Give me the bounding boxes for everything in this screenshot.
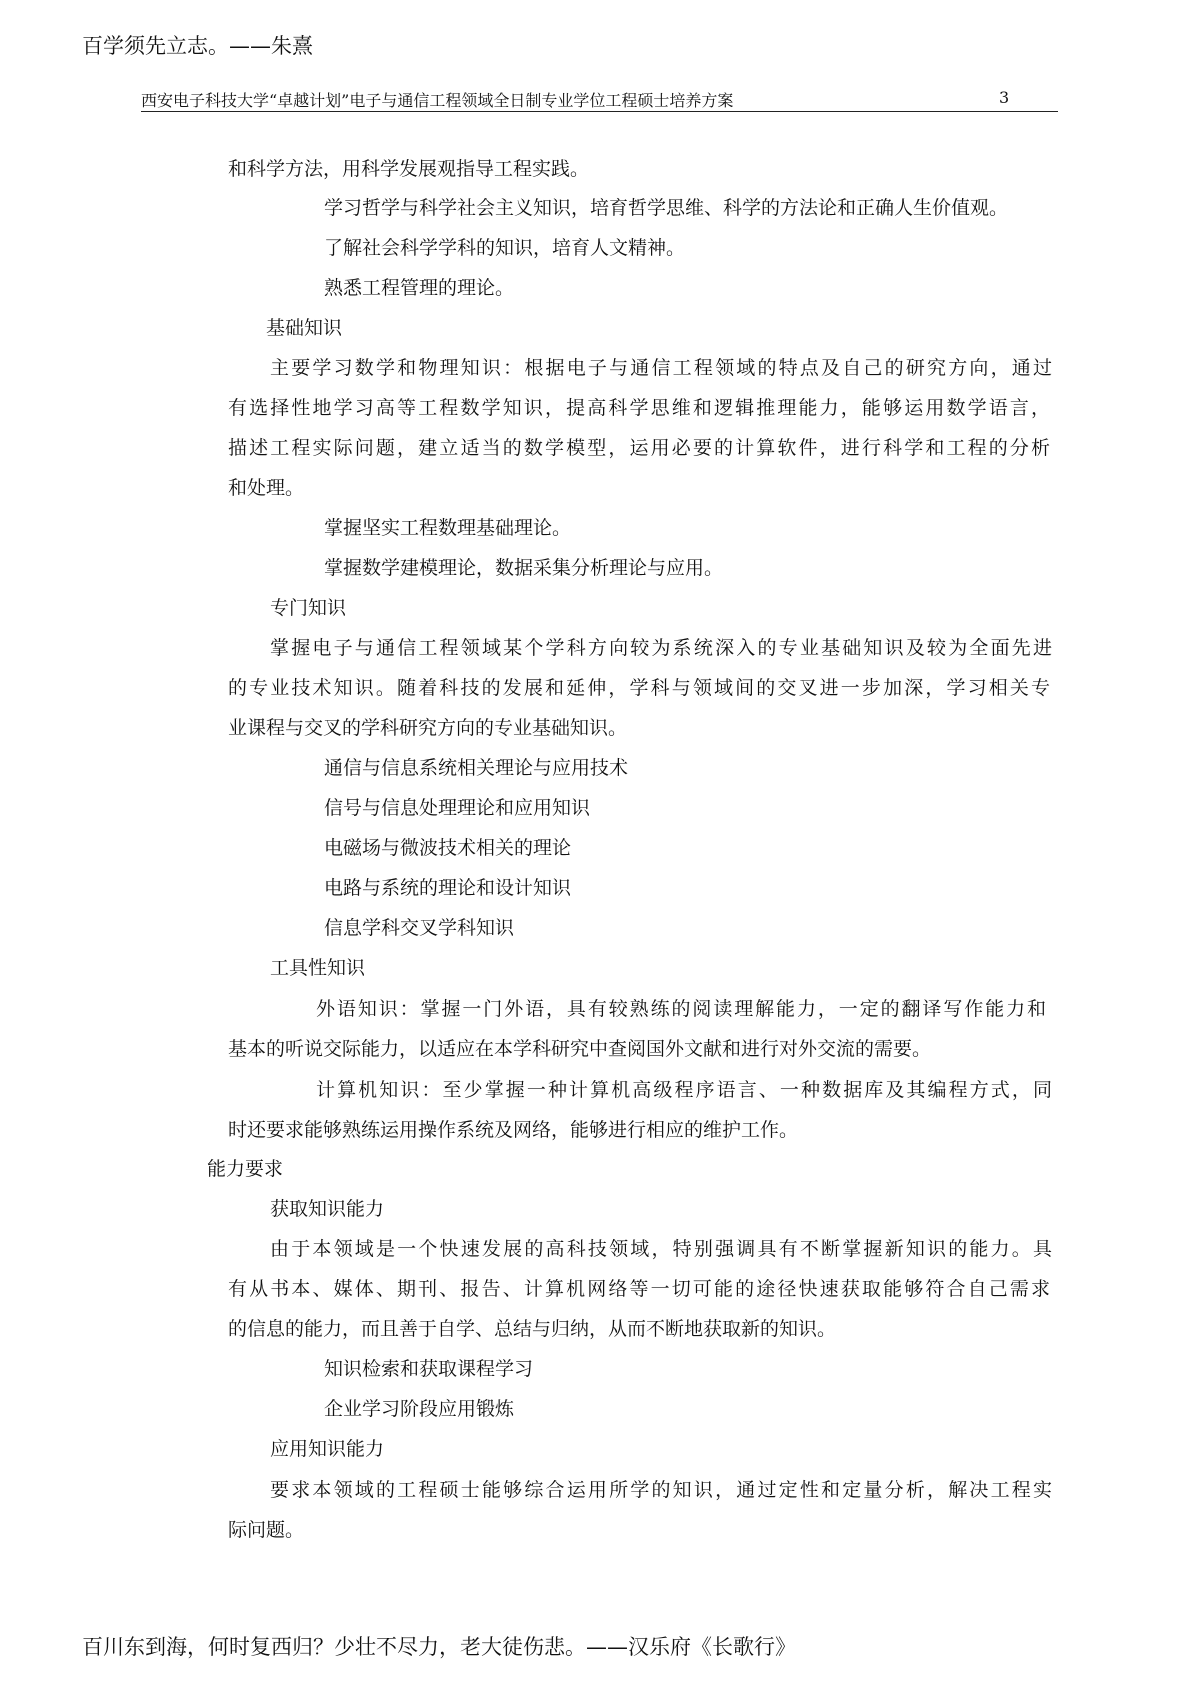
body-line: 有从书本、媒体、期刊、报告、计算机网络等一切可能的途径快速获取能够符合自己需求 [228, 1278, 1050, 1300]
body-line: 外语知识：掌握一门外语，具有较熟练的阅读理解能力，一定的翻译写作能力和 [316, 998, 1046, 1020]
body-line: 有选择性地学习高等工程数学知识，提高科学思维和逻辑推理能力，能够运用数学语言， [228, 397, 1050, 419]
body-line: 要求本领域的工程硕士能够综合运用所学的知识，通过定性和定量分析，解决工程实 [270, 1479, 1052, 1501]
section-heading: 基础知识 [266, 317, 343, 339]
list-item: 电路与系统的理论和设计知识 [324, 877, 572, 899]
list-item: 掌握数学建模理论，数据采集分析理论与应用。 [324, 557, 724, 579]
body-line: 掌握电子与通信工程领域某个学科方向较为系统深入的专业基础知识及较为全面先进 [270, 637, 1052, 659]
body-line: 的专业技术知识。随着科技的发展和延伸，学科与领域间的交叉进一步加深，学习相关专 [228, 677, 1050, 699]
list-item: 掌握坚实工程数理基础理论。 [324, 517, 572, 539]
body-line: 基本的听说交际能力，以适应在本学科研究中查阅国外文献和进行对外交流的需要。 [228, 1038, 932, 1060]
section-heading: 工具性知识 [270, 957, 366, 979]
top-quote: 百学须先立志。——朱熹 [82, 34, 313, 58]
body-line: 由于本领域是一个快速发展的高科技领域，特别强调具有不断掌握新知识的能力。具 [270, 1238, 1052, 1260]
body-line: 业课程与交叉的学科研究方向的专业基础知识。 [228, 717, 628, 739]
list-item: 学习哲学与科学社会主义知识，培育哲学思维、科学的方法论和正确人生价值观。 [324, 197, 1009, 219]
body-line: 际问题。 [228, 1519, 305, 1541]
header-rule [141, 111, 1058, 112]
body-line: 和科学方法，用科学发展观指导工程实践。 [228, 158, 590, 180]
header-title: 西安电子科技大学“卓越计划”电子与通信工程领域全日制专业学位工程硕士培养方案 [141, 91, 734, 110]
list-item: 通信与信息系统相关理论与应用技术 [324, 757, 629, 779]
body-line: 的信息的能力，而且善于自学、总结与归纳，从而不断地获取新的知识。 [228, 1318, 837, 1340]
body-line: 时还要求能够熟练运用操作系统及网络，能够进行相应的维护工作。 [228, 1119, 799, 1141]
list-item: 电磁场与微波技术相关的理论 [324, 837, 572, 859]
bottom-quote: 百川东到海，何时复西归？少壮不尽力，老大徒伤悲。——汉乐府《长歌行》 [82, 1635, 796, 1659]
section-heading: 应用知识能力 [270, 1438, 385, 1460]
list-item: 信息学科交叉学科知识 [324, 917, 515, 939]
list-item: 熟悉工程管理的理论。 [324, 277, 515, 299]
section-heading: 能力要求 [207, 1158, 284, 1180]
body-line: 计算机知识：至少掌握一种计算机高级程序语言、一种数据库及其编程方式，同 [316, 1079, 1052, 1101]
list-item: 信号与信息处理理论和应用知识 [324, 797, 591, 819]
page-number: 3 [999, 88, 1010, 107]
body-line: 描述工程实际问题，建立适当的数学模型，运用必要的计算软件，进行科学和工程的分析 [228, 437, 1050, 459]
list-item: 企业学习阶段应用锻炼 [324, 1398, 515, 1420]
body-line: 主要学习数学和物理知识：根据电子与通信工程领域的特点及自己的研究方向，通过 [270, 357, 1052, 379]
section-heading: 专门知识 [270, 597, 347, 619]
list-item: 了解社会科学学科的知识，培育人文精神。 [324, 237, 686, 259]
section-heading: 获取知识能力 [270, 1198, 385, 1220]
body-line: 和处理。 [228, 477, 305, 499]
list-item: 知识检索和获取课程学习 [324, 1358, 534, 1380]
